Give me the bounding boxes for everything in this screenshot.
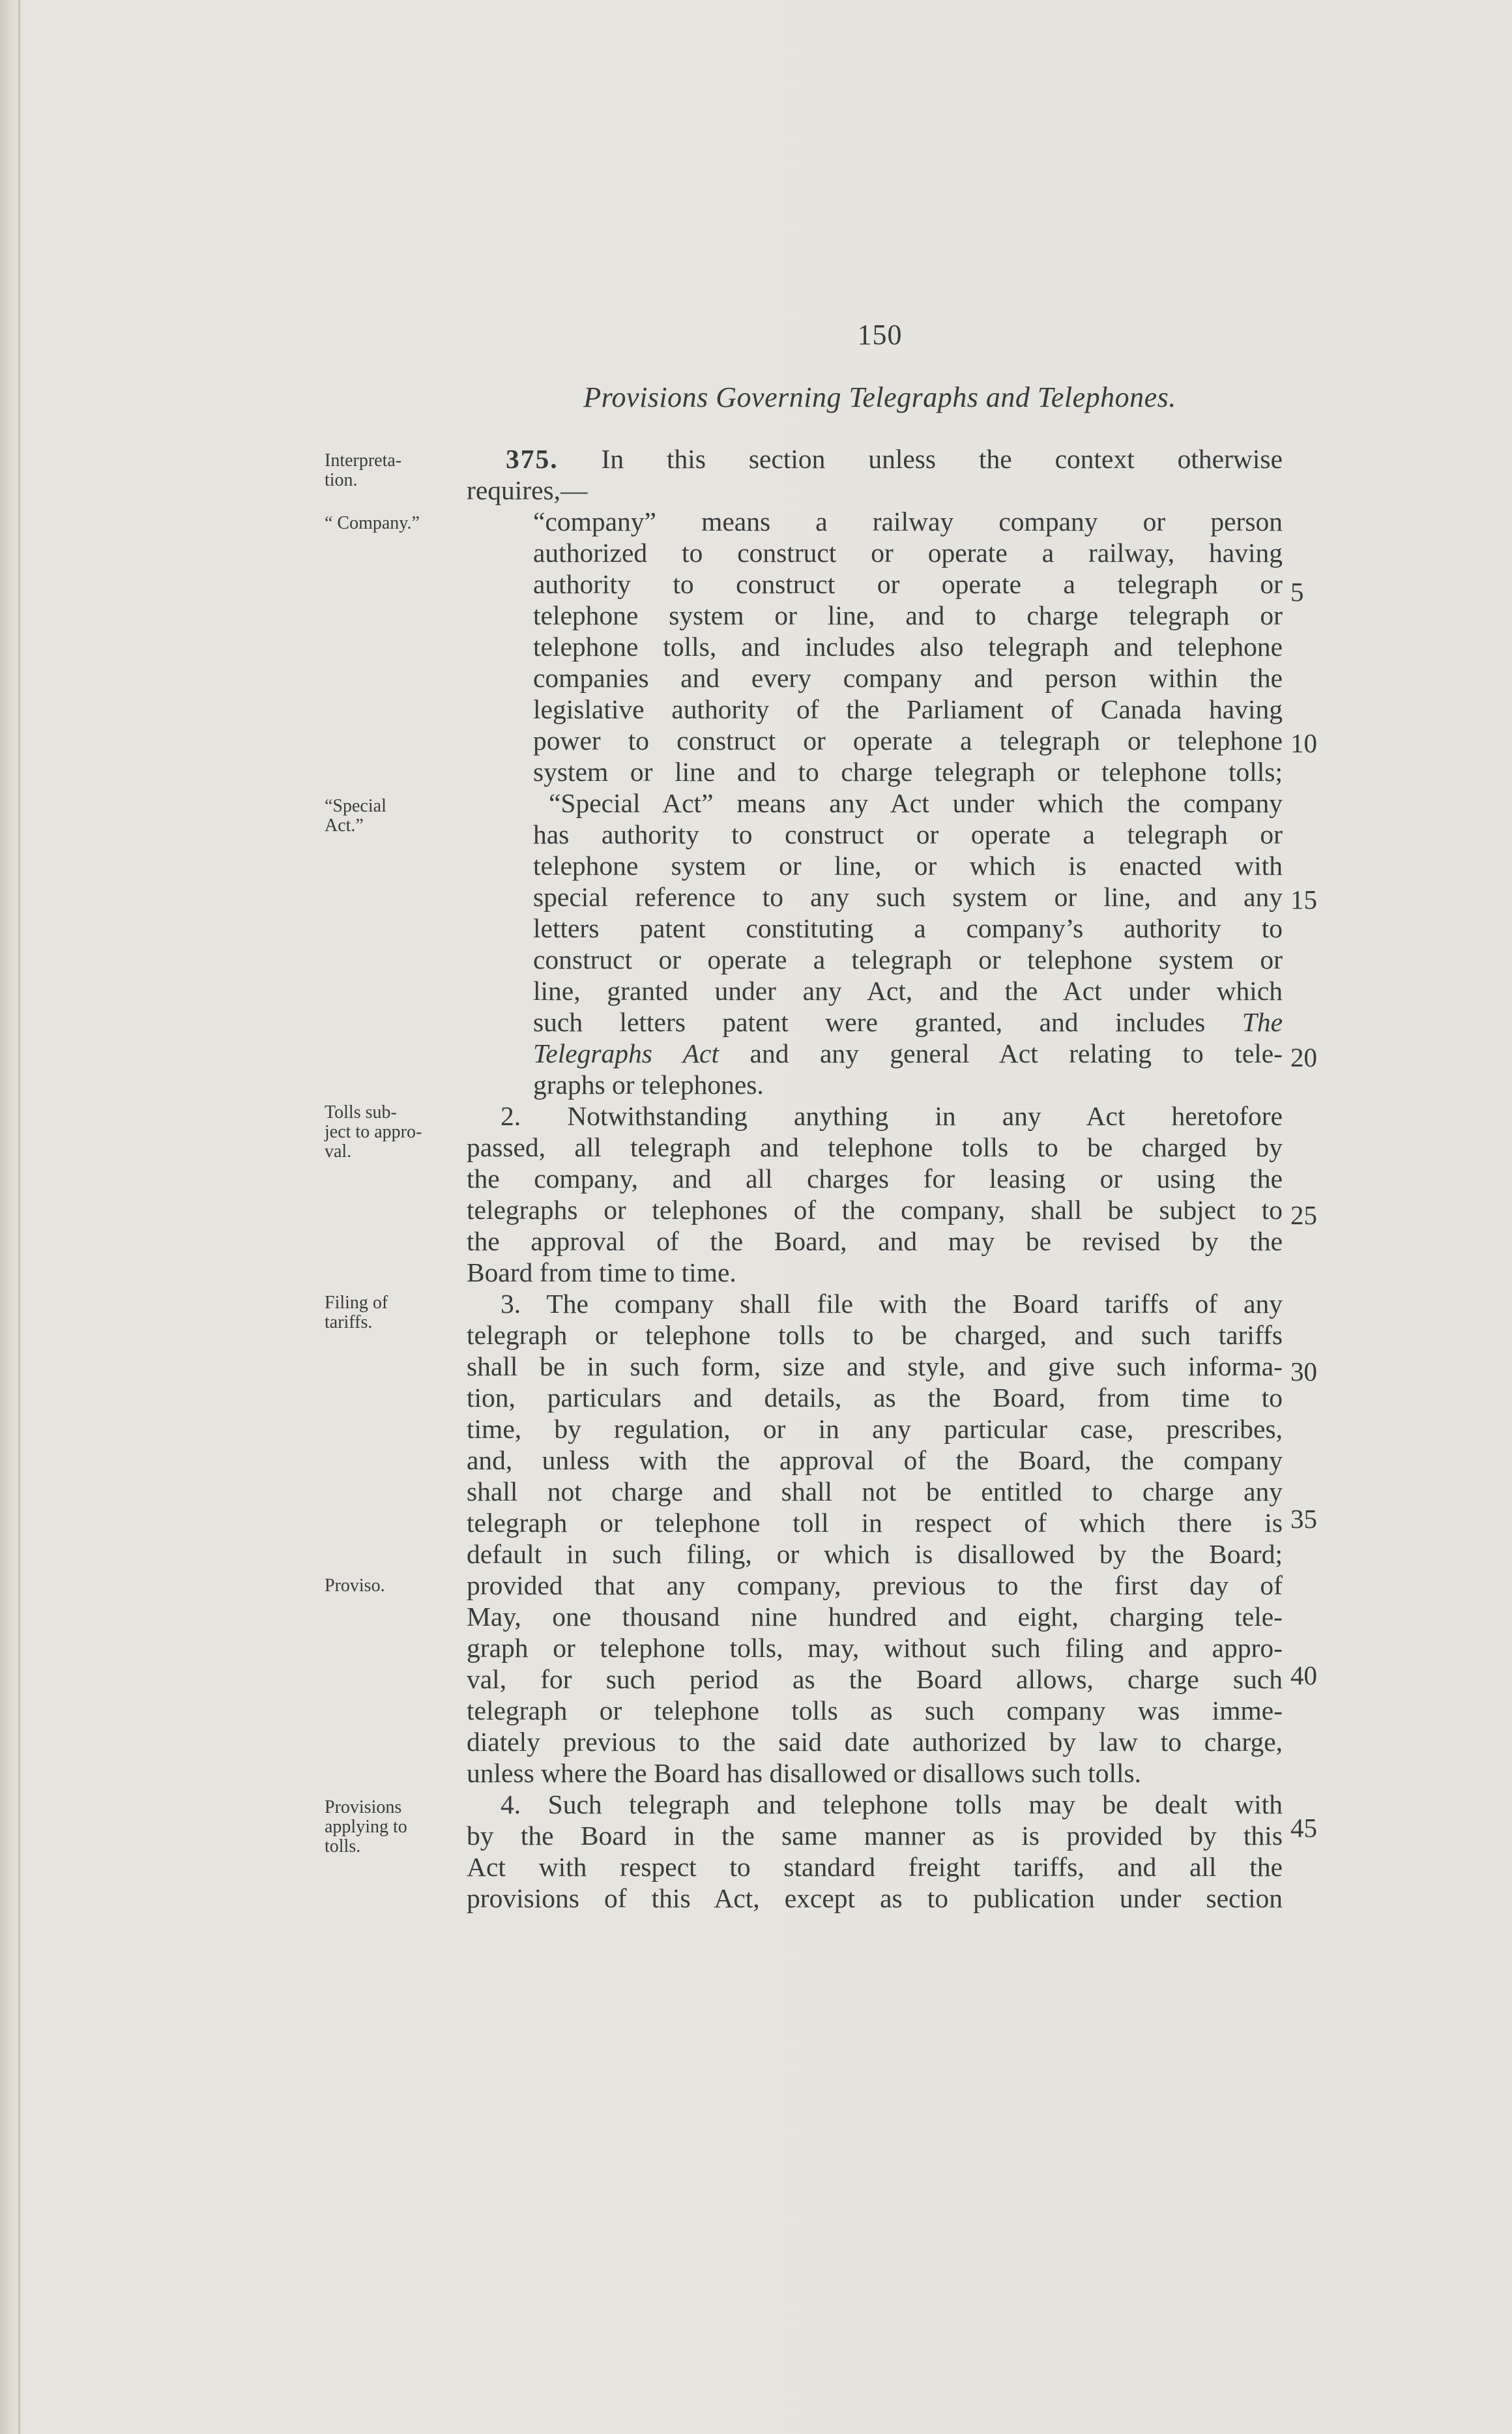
- text-line: 4. Such telegraph and telephone tolls may be dealt with: [501, 1789, 1283, 1819]
- text-line: provided that any company, previous to the first day of: [467, 1570, 1283, 1600]
- text-line: “company” means a railway company or person: [533, 506, 1283, 536]
- text-line: by the Board in the same manner as is provided by this: [467, 1821, 1283, 1851]
- text-line: letters patent constituting a company’s authority to: [533, 913, 1283, 943]
- text-line: graph or telephone tolls, may, without such filing and appro-: [467, 1633, 1283, 1663]
- text-line: passed, all telegraph and telephone tolls to be charged by: [467, 1132, 1283, 1162]
- text-line: and, unless with the approval of the Board, the company: [467, 1445, 1283, 1475]
- text-line: line, granted under any Act, and the Act under which: [533, 976, 1283, 1006]
- text-line: 375. In this section unless the context otherwise: [506, 444, 1283, 474]
- margin-note-proviso: Proviso.: [325, 1576, 385, 1596]
- line-number: 25: [1290, 1200, 1317, 1230]
- text-line: default in such filing, or which is disallowed by the Board;: [467, 1539, 1283, 1569]
- text-line: legislative authority of the Parliament of Canada having: [533, 694, 1283, 724]
- text-line: “Special Act” means any Act under which the company: [549, 788, 1283, 818]
- text-line: telephone tolls, and includes also telegraph and telephone: [533, 632, 1283, 662]
- text-line: Board from time to time.: [467, 1257, 736, 1287]
- text-line: May, one thousand nine hundred and eight, charging tele-: [467, 1602, 1283, 1632]
- text-line: the company, and all charges for leasing or using the: [467, 1164, 1283, 1194]
- text-line: authority to construct or operate a telegraph or: [533, 569, 1283, 599]
- text-line: telegraphs or telephones of the company, shall be subject to: [467, 1195, 1283, 1225]
- text-line: unless where the Board has disallowed or disallows such tolls.: [467, 1758, 1142, 1788]
- line-number: 20: [1290, 1042, 1317, 1072]
- text-line: special reference to any such system or line, and any: [533, 882, 1283, 912]
- margin-note-tolls-approval: Tolls sub- ject to appro- val.: [325, 1102, 422, 1162]
- margin-note-provisions-tolls: Provisions applying to tolls.: [325, 1797, 407, 1856]
- margin-note-filing-tariffs: Filing of tariffs.: [325, 1293, 388, 1332]
- text-line: the approval of the Board, and may be revised by the: [467, 1226, 1283, 1256]
- text-line: companies and every company and person within the: [533, 663, 1283, 693]
- page-number: 150: [857, 319, 903, 351]
- line-number: 15: [1290, 885, 1317, 915]
- text-line: val, for such period as the Board allows, charge such: [467, 1664, 1283, 1694]
- margin-note-company: “ Company.”: [325, 513, 420, 533]
- text-line: Telegraphs Act and any general Act relating to tele-: [533, 1038, 1283, 1068]
- text-line: telegraph or telephone toll in respect of which there is: [467, 1508, 1283, 1538]
- line-number: 5: [1290, 577, 1304, 607]
- text-line: construct or operate a telegraph or telephone system or: [533, 945, 1283, 975]
- margin-note-special-act: “Special Act.”: [325, 796, 386, 836]
- text-line: 3. The company shall file with the Board tariffs of any: [501, 1289, 1283, 1319]
- text-line: power to construct or operate a telegraph or telephone: [533, 726, 1283, 755]
- text-line: has authority to construct or operate a telegraph or: [533, 819, 1283, 849]
- text-line: 2. Notwithstanding anything in any Act heretofore: [501, 1101, 1283, 1131]
- text-line: telegraph or telephone tolls as such company was imme-: [467, 1695, 1283, 1725]
- text-line: Act with respect to standard freight tariffs, and all the: [467, 1852, 1283, 1882]
- text-line: tion, particulars and details, as the Board, from time to: [467, 1383, 1283, 1413]
- text-line: shall be in such form, size and style, and give such informa-: [467, 1351, 1283, 1381]
- text-line: such letters patent were granted, and includes The: [533, 1007, 1283, 1037]
- text-line: telegraph or telephone tolls to be charged, and such tariffs: [467, 1320, 1283, 1350]
- text-line: authorized to construct or operate a railway, having: [533, 538, 1283, 568]
- text-line: diately previous to the said date authorized by law to charge,: [467, 1727, 1283, 1757]
- section-number: 375.: [506, 444, 559, 474]
- text-line: provisions of this Act, except as to publication under section: [467, 1883, 1283, 1913]
- text-line: system or line and to charge telegraph or telephone tolls;: [533, 757, 1283, 787]
- text-line: graphs or telephones.: [533, 1070, 764, 1100]
- line-number: 35: [1290, 1504, 1317, 1534]
- line-number: 40: [1290, 1660, 1317, 1690]
- line-number: 30: [1290, 1356, 1317, 1386]
- text-line: telephone system or line, and to charge telegraph or: [533, 600, 1283, 630]
- line-number: 45: [1290, 1813, 1317, 1843]
- text-line: telephone system or line, or which is enacted with: [533, 851, 1283, 881]
- text-line: requires,—: [467, 475, 588, 505]
- running-head: Provisions Governing Telegraphs and Telephones.: [583, 381, 1176, 413]
- text-line: time, by regulation, or in any particular case, prescribes,: [467, 1414, 1283, 1444]
- line-number: 10: [1290, 728, 1317, 758]
- margin-note-interpretation: Interpreta- tion.: [325, 450, 402, 490]
- text-line: shall not charge and shall not be entitled to charge any: [467, 1476, 1283, 1506]
